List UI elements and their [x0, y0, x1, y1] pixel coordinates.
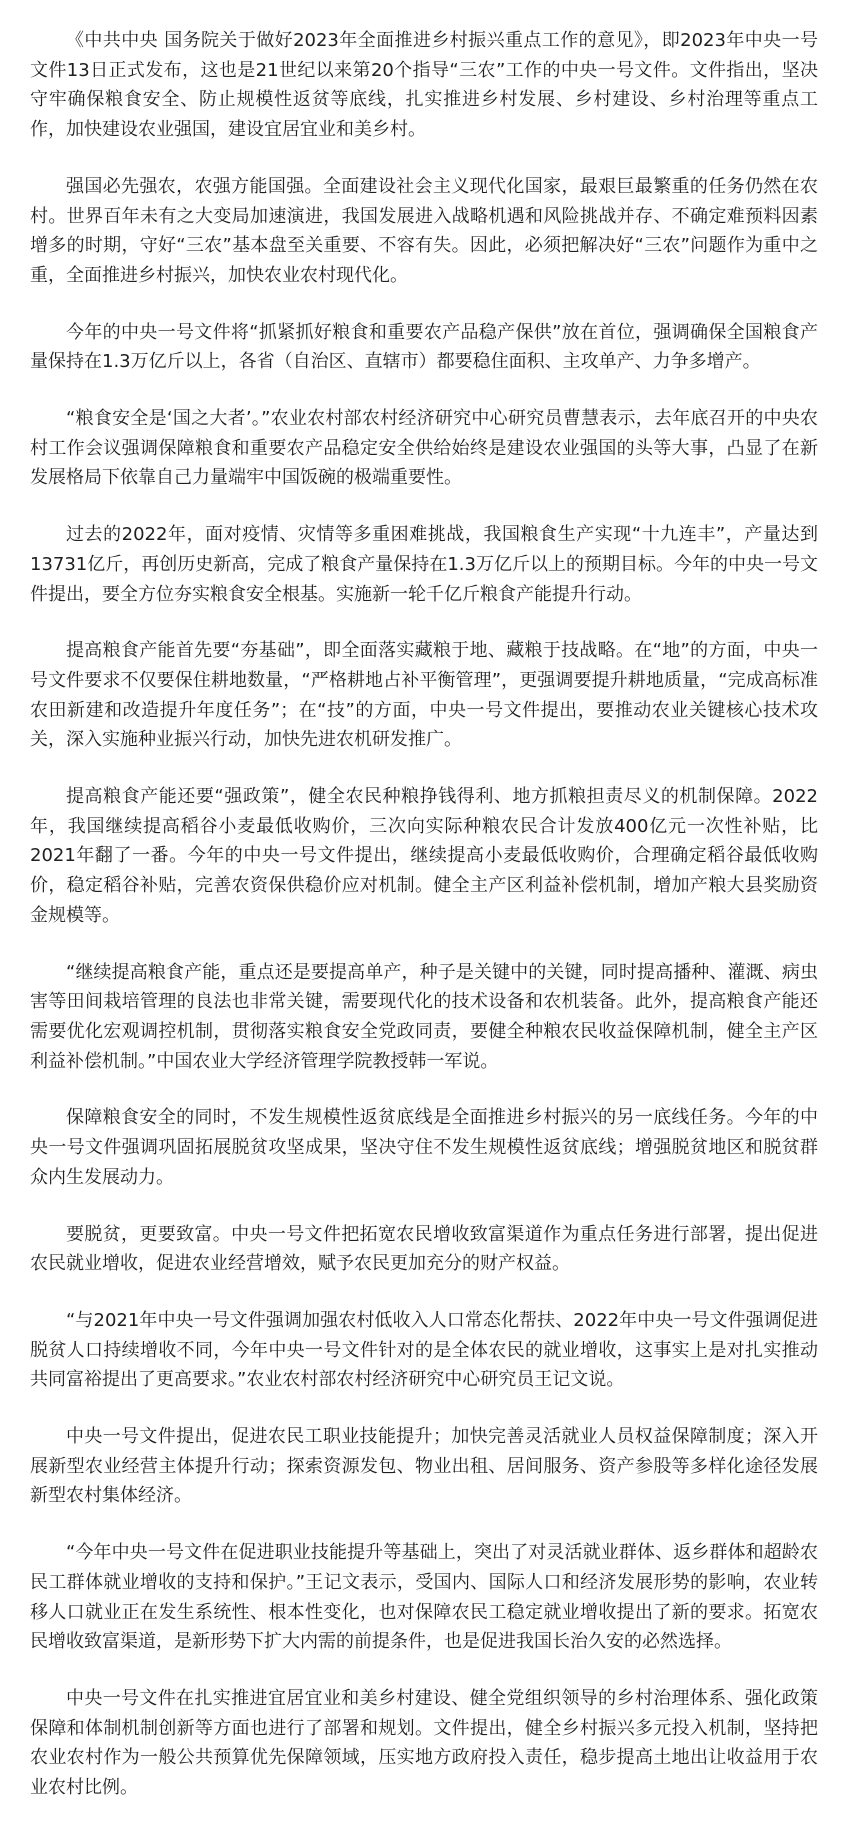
article-paragraph: 今年的中央一号文件将“抓紧抓好粮食和重要农产品稳产保供”放在首位，强调确保全国粮食产量保持在1.3万亿斤以上，各省（自治区、直辖市）都要稳住面积、主攻单产、力争多增产。 — [30, 321, 818, 373]
article-paragraph: 提高粮食产能首先要“夯基础”，即全面落实藏粮于地、藏粮于技战略。在“地”的方面，中央一号文件要求不仅要保住耕地数量，“严格耕地占补平衡管理”，更强调要提升耕地质量，“完成高标准农田新建和改造提升年度任务”；在“技”的方面，中央一号文件提出，要推动农业关键核心技术攻关，深入实施种业振兴行动，加快先进农机研发推广。 — [30, 640, 818, 751]
article-paragraph: “今年中央一号文件在促进职业技能提升等基础上，突出了对灵活就业群体、返乡群体和超龄农民工群体就业增收的支持和保护。”王记文表示，受国内、国际人口和经济发展形势的影响，农业转移人口就业正在发生系统性、根本性变化，也对保障农民工稳定就业增收提出了新的要求。拓宽农民增收致富渠道，是新形势下扩大内需的前提条件，也是促进我国长治久安的必然选择。 — [30, 1542, 818, 1653]
article-paragraph: “粮食安全是‘国之大者’。”农业农村部农村经济研究中心研究员曹慧表示，去年底召开的中央农村工作会议强调保障粮食和重要农产品稳定安全供给始终是建设农业强国的头等大事，凸显了在新发展格局下依靠自己力量端牢中国饭碗的极端重要性。 — [30, 408, 818, 489]
article-paragraph: 提高粮食产能还要“强政策”，健全农民种粮挣钱得利、地方抓粮担责尽义的机制保障。2022年，我国继续提高稻谷小麦最低收购价，三次向实际种粮农民合计发放400亿元一次性补贴，比2021年翻了一番。今年的中央一号文件提出，继续提高小麦最低收购价，合理确定稻谷最低收购价，稳定稻谷补贴，完善农资保供稳价应对机制。健全主产区利益补偿机制，增加产粮大县奖励资金规模等。 — [30, 786, 818, 926]
article-paragraph: 中央一号文件提出，促进农民工职业技能提升；加快完善灵活就业人员权益保障制度；深入开展新型农业经营主体提升行动；探索资源发包、物业出租、居间服务、资产参股等多样化途径发展新型农村集体经济。 — [30, 1426, 818, 1507]
article-paragraph: “继续提高粮食产能，重点还是要提高单产，种子是关键中的关键，同时提高播种、灌溉、病虫害等田间栽培管理的良法也非常关键，需要现代化的技术设备和农机装备。此外，提高粮食产能还需要优化宏观调控机制，贯彻落实粮食安全党政同责，要健全种粮农民收益保障机制，健全主产区利益补偿机制。”中国农业大学经济管理学院教授韩一军说。 — [30, 961, 818, 1072]
article-paragraph: 保障粮食安全的同时，不发生规模性返贫底线是全面推进乡村振兴的另一底线任务。今年的中央一号文件强调巩固拓展脱贫攻坚成果，坚决守住不发生规模性返贫底线；增强脱贫地区和脱贫群众内生发展动力。 — [30, 1107, 818, 1188]
article-paragraph: 要脱贫，更要致富。中央一号文件把拓宽农民增收致富渠道作为重点任务进行部署，提出促进农民就业增收，促进农业经营增效，赋予农民更加充分的财产权益。 — [30, 1223, 818, 1275]
article-paragraph: 《中共中央 国务院关于做好2023年全面推进乡村振兴重点工作的意见》，即2023年中央一号文件13日正式发布，这也是21世纪以来第20个指导“三农”工作的中央一号文件。文件指出，坚决守牢确保粮食安全、防止规模性返贫等底线，扎实推进乡村发展、乡村建设、乡村治理等重点工作，加快建设农业强国，建设宜居宜业和美乡村。 — [30, 30, 818, 141]
article-paragraph: “与2021年中央一号文件强调加强农村低收入人口常态化帮扶、2022年中央一号文件强调促进脱贫人口持续增收不同，今年中央一号文件针对的是全体农民的就业增收，这事实上是对扎实推动共同富裕提出了更高要求。”农业农村部农村经济研究中心研究员王记文说。 — [30, 1309, 818, 1391]
article-paragraph: 强国必先强农，农强方能国强。全面建设社会主义现代化国家，最艰巨最繁重的任务仍然在农村。世界百年未有之大变局加速演进，我国发展进入战略机遇和风险挑战并存、不确定难预料因素增多的时期，守好“三农”基本盘至关重要、不容有失。因此，必须把解决好“三农”问题作为重中之重，全面推进乡村振兴，加快农业农村现代化。 — [30, 175, 818, 286]
article-paragraph: 中央一号文件在扎实推进宜居宜业和美乡村建设、健全党组织领导的乡村治理体系、强化政策保障和体制机制创新等方面也进行了部署和规划。文件提出，健全乡村振兴多元投入机制，坚持把农业农村作为一般公共预算优先保障领域，压实地方政府投入责任，稳步提高土地出让收益用于农业农村比例。 — [30, 1687, 818, 1799]
article-body — [30, 26, 818, 1803]
article-paragraph: 过去的2022年，面对疫情、灾情等多重困难挑战，我国粮食生产实现“十九连丰”，产量达到13731亿斤，再创历史新高，完成了粮食产量保持在1.3万亿斤以上的预期目标。今年的中央一号文件提出，要全方位夯实粮食安全根基。实施新一轮千亿斤粮食产能提升行动。 — [30, 524, 818, 605]
